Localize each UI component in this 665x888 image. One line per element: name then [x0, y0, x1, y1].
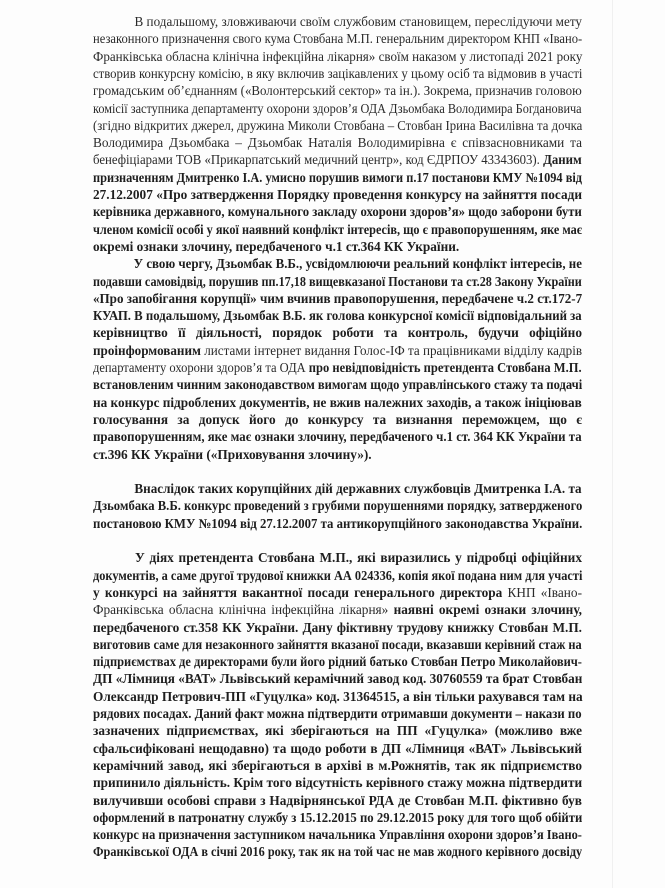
text-line [93, 584, 582, 601]
bold-text: наявні окремі ознаки злочину, [393, 602, 582, 618]
text-line [93, 203, 582, 220]
text-line [93, 497, 582, 514]
bold-text: У свою чергу, Дзьомбак В.Б., усвідомлюючи реальний конфлікт інтересів, не [133, 256, 582, 272]
bold-text: Внаслідок таких корупційних дій державних службовців Дмитренка І.А. та [134, 481, 582, 497]
text-line [93, 376, 582, 393]
text-line [93, 774, 582, 791]
text-line [93, 394, 582, 411]
text-line [93, 359, 582, 376]
text-line [93, 151, 582, 168]
bold-text: проінформованим [93, 342, 201, 358]
bold-text: про невідповідність претендента Стовбана М.П. [308, 360, 582, 375]
bold-text: у конкурсі на зайняття вакантної посади генерального директора [93, 584, 503, 600]
bold-text: членом комісії особі у якої наявний конфлікт інтересів, що є правопорушенням, яке має [93, 221, 583, 237]
text-line [93, 757, 582, 774]
text-line [93, 446, 582, 463]
text-line [93, 238, 582, 255]
text-line [93, 826, 582, 843]
text-line [93, 480, 623, 497]
bold-text: керівництво її діяльності, порядок роботи та контроль, будучи офіційно [93, 325, 582, 341]
text-line [93, 324, 582, 341]
text-line [93, 809, 582, 826]
text-line [93, 255, 623, 272]
text-line [93, 290, 582, 307]
text-line [93, 186, 582, 203]
bold-text: призначенням Дмитренко І.А. умисно порушив вимоги п.17 постанови КМУ №1094 від [93, 169, 583, 185]
text-line [93, 117, 582, 134]
text-line [93, 100, 582, 117]
bold-text: голосування за допуск його до конкурсу та визнання переможцем, що є [93, 411, 582, 427]
bold-text: рядових посадах. Даний факт можна підтвердити отримавши документи – накази по [93, 706, 582, 721]
text-line [93, 134, 582, 151]
bold-text: ДП «Лімниця «ВАТ» Львівський керамічний завод код. 30760559 та брат Стовбан [93, 671, 583, 687]
text-line [93, 48, 582, 65]
text-line [93, 601, 582, 618]
bold-text: сфальсифіковані нещодавно) та щодо роботи в ДП «Лімниця «ВАТ» Львівський [93, 740, 582, 756]
bold-text: Дзьомбака В.Б. конкурс проведений з грубими порушеннями порядку, затвердженого [93, 498, 583, 514]
text-line [93, 792, 582, 809]
text-line [93, 411, 582, 428]
bold-text: зазначених підприємствах, які зберігаються на ПП «Гуцулка» (можливо вже [93, 723, 582, 739]
bold-text: оформлений в патронатну службу з 15.12.2015 по 29.12.2015 року для того щоб обійти [93, 809, 583, 825]
bold-text: постановою КМУ №1094 від 27.12.2007 та антикорупційного законодавства України. [93, 515, 583, 531]
bold-text: У діях претендента Стовбана М.П., які виразились у підробці офіційних [135, 550, 582, 566]
text-line [93, 515, 582, 532]
text-line [93, 169, 582, 186]
text-line [93, 221, 582, 238]
text-line [93, 13, 624, 30]
text: КНП «Івано- [502, 584, 583, 600]
bold-text: керівника державного, комунального закладу охорони здоров’я» щодо заборони бути [93, 204, 582, 220]
text: Володимира Дзьомбака – Дзьомбак Наталія Володимирівна є співзасновниками та [93, 135, 582, 151]
text: департаменту охорони здоров’я та ОДА [93, 360, 309, 375]
text: (згідно відкритих джерел, дружина Миколи Стовбана – Стовбан Ірина Василівна та дочка [93, 117, 583, 133]
bold-text: документів, а саме другої трудової книжки АА 024336, копія якої подана ним для участі [93, 567, 583, 583]
bold-text: передбаченого ст.358 КК України. Дану фіктивну трудову книжку Стовбан М.П. [93, 619, 582, 635]
text-line [93, 688, 582, 705]
bold-text: припинило діяльність. Крім того відсутність керівного стажу можна підтвердити [93, 775, 583, 791]
text: Франківська обласна клінічна інфекційна лікарня» [93, 602, 394, 618]
text: Франківська обласна клінічна інфекційна лікарня» своїм наказом у листопаді 2021 року [93, 48, 583, 64]
text: комісії заступника департаменту охорони здоров’я ОДА Дзьомбака Володимира Богдановича [93, 100, 582, 116]
bold-text: на конкурс підроблених документів, не вжив належних заходів, а також ініціював [93, 394, 582, 410]
text-line [93, 342, 582, 359]
text-line [93, 549, 582, 566]
bold-text: вилучивши особові справи з Надвірнянської РДА де Стовбан М.П. фіктивно був [93, 792, 582, 808]
text-line [93, 705, 582, 722]
text: незаконного призначення свого кума Стовбана М.П. генеральним директором КНП «Івано- [93, 31, 583, 47]
text-line [93, 619, 582, 636]
text: листами інтернет видання Голос-ІФ та працівниками відділу кадрів [200, 342, 583, 358]
page-edge [612, 0, 613, 888]
bold-text: Франківської ОДА в січні 2016 року, так як на той час не мав жодного керівного досвіду [93, 844, 583, 860]
text-line [93, 740, 582, 757]
text-line [93, 670, 582, 687]
bold-text: підприємствах де директорами були його рідний батько Стовбан Петро Миколайович- [93, 654, 582, 670]
text-line [93, 636, 582, 653]
text: бенефіціарами ТОВ «Прикарпатський медичний центр», код ЄДРПОУ 43343603). [93, 152, 544, 168]
bold-text: конкурс на призначення заступником начальника Управління охорони здоров’я Івано- [93, 827, 582, 843]
bold-text: Олександр Петрович-ПП «Гуцулка» код. 31364515, а він тільки рахувався там на [93, 688, 583, 704]
bold-text: ст.396 КК України («Приховування злочину»). [93, 446, 372, 462]
text: В подальшому, зловживаючи своїм службовим становищем, переслідуючи мету [134, 14, 582, 29]
text-line [93, 722, 582, 739]
text-line [93, 65, 582, 82]
bold-text: встановленим чинним законодавством вимогам щодо управлінського стажу та подачі [93, 377, 583, 393]
text-line [93, 307, 582, 324]
bold-text: виготовив саме для незаконного зайняття вказаної посади, вказавши керівний стаж на [93, 636, 582, 652]
bold-text: «Про запобігання корупції» чим вчинив правопорушення, передбачене ч.2 ст.172-7 [93, 290, 583, 306]
bold-text: окремі ознаки злочину, передбаченого ч.1 ст.364 КК України. [93, 238, 460, 254]
text-line [93, 567, 582, 584]
bold-text: Даним [543, 152, 582, 168]
bold-text: 27.12.2007 «Про затвердження Порядку проведення конкурсу на зайняття посади [93, 187, 582, 202]
bold-text: керамічний завод, які зберігаються в архіві в м.Рожнятів, так як підприємство [93, 757, 582, 773]
text: створив конкурсну комісію, в яку включив зацікавлених у цьому осіб та відмовив в участі [93, 65, 583, 81]
bold-text: подавши самовідвід, порушив пп.17,18 вищевказаної Постанови та ст.28 Закону України [93, 273, 582, 289]
text-line [93, 82, 582, 99]
text-line [93, 273, 582, 290]
bold-text: КУАП. В подальшому, Дзьомбак В.Б. як голова конкурсної комісії відповідальний за [93, 308, 582, 324]
text-line [93, 843, 582, 860]
text: громадським об’єднанням («Волонтерський сектор» та ін.). Зокрема, призначив головою [93, 83, 582, 99]
text-line [93, 30, 582, 47]
bold-text: правопорушенням, яке має ознаки злочину, передбаченого ч.1 ст. 364 КК України та [93, 429, 582, 445]
text-line [93, 653, 582, 670]
text-line [93, 428, 582, 445]
